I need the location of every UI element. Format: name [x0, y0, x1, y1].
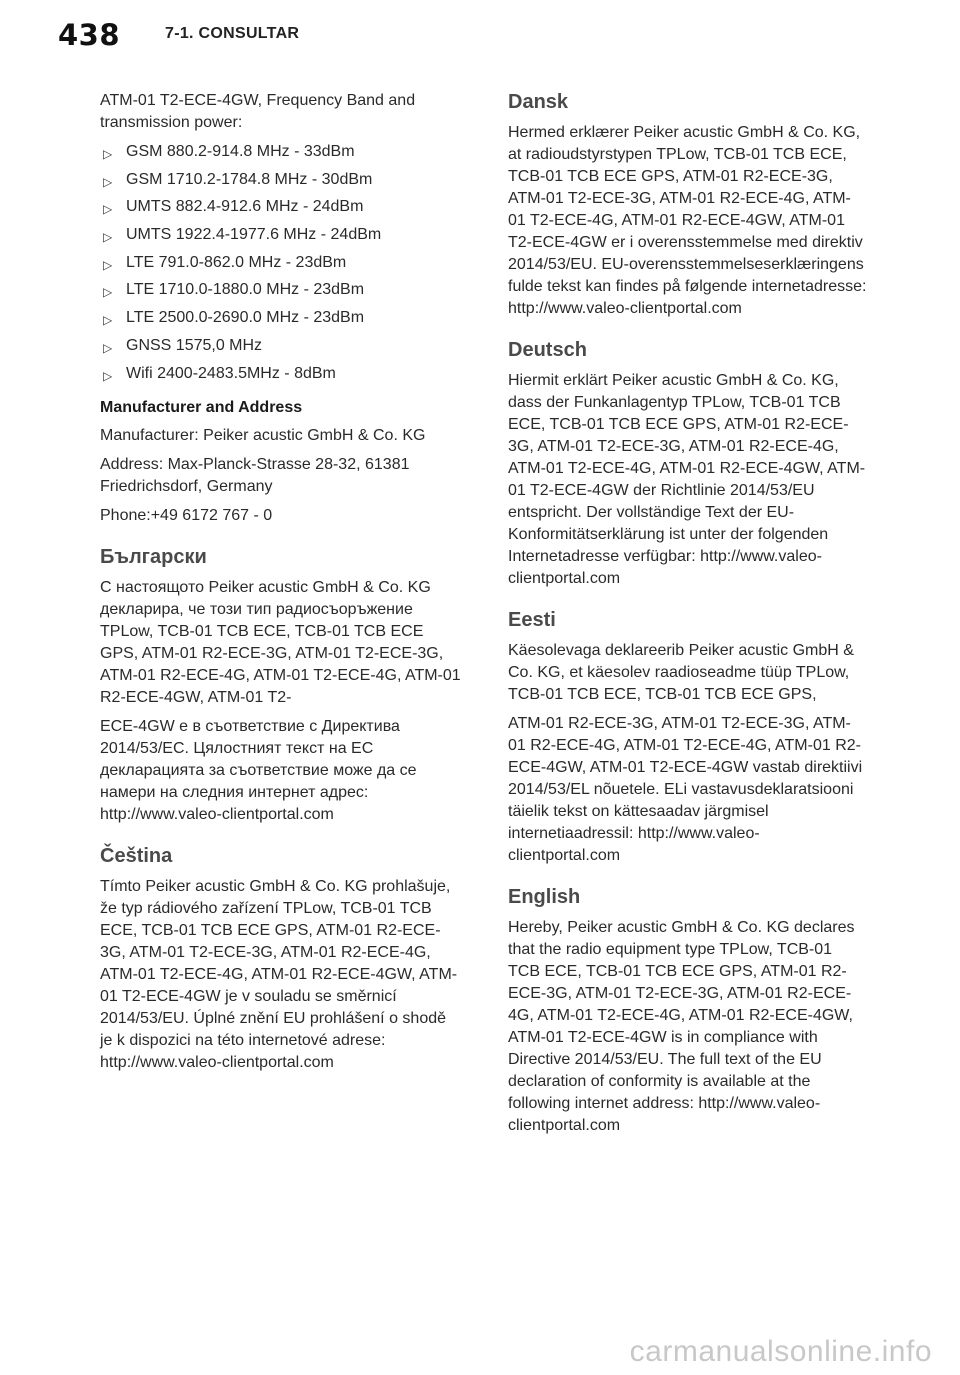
list-item: ▷ Wifi 2400-2483.5MHz - 8dBm	[100, 363, 462, 385]
list-item: ▷ LTE 2500.0-2690.0 MHz - 23dBm	[100, 307, 462, 329]
triangle-bullet-icon: ▷	[103, 202, 113, 217]
czech-paragraph: Tímto Peiker acustic GmbH & Co. KG prohlašuje, že typ rádiového zařízení TPLow, TCB-01 TCB ECE, TCB-01 TCB ECE GPS, ATM-01 R2-ECE-3G, ATM-01 T2-ECE-3G, ATM-01 R2-ECE-4G, ATM-01 T2-ECE-4G, ATM-01 R2-ECE-4GW, ATM-01 T2-ECE-4GW je v souladu se směrnicí 2014/53/EU. Úplné znění EU prohlášení o shodě je k dispozici na této internetové adrese: http://www.valeo-clientportal.com	[100, 877, 458, 1071]
triangle-bullet-icon: ▷	[103, 174, 113, 189]
estonian-paragraph-1: Käesolevaga deklareerib Peiker acustic GmbH & Co. KG, et käesolev raadioseadme tüüp TPLow, TCB-01 TCB ECE, TCB-01 TCB ECE GPS,	[508, 642, 854, 703]
german-paragraph: Hiermit erklärt Peiker acustic GmbH & Co. KG, dass der Funkanlagentyp TPLow, TCB-01 TCB ECE, TCB-01 TCB ECE GPS, ATM-01 R2-ECE-3G, ATM-01 T2-ECE-3G, ATM-01 R2-ECE-4G, ATM-01 T2-ECE-4G, ATM-01 R2-ECE-4GW, ATM-01 T2-ECE-4GW der Richtlinie 2014/53/EU entspricht. Der vollständige Text der EU-Konformitätserklärung ist unter der folgenden Internetadresse verfügbar: http://www.valeo-clientportal.com	[508, 372, 866, 587]
list-item: ▷ GNSS 1575,0 MHz	[100, 335, 462, 357]
triangle-bullet-icon: ▷	[103, 285, 113, 300]
estonian-paragraph-2: ATM-01 R2-ECE-3G, ATM-01 T2-ECE-3G, ATM-01 R2-ECE-4G, ATM-01 T2-ECE-4G, ATM-01 R2-ECE-4GW, ATM-01 T2-ECE-4GW vastab direktiivi 2014/53/EL nõuetele. ELi vastavusdeklaratsiooni täielik tekst on kättesaadav järgmisel internetiaadressil: http://www.valeo-clientportal.com	[508, 715, 863, 864]
bulgarian-heading: Български	[100, 545, 207, 568]
danish-heading: Dansk	[508, 91, 569, 113]
watermark: carmanualsonline.info	[629, 1335, 932, 1368]
chapter-title: 7-1. CONSULTAR	[165, 25, 300, 42]
list-item: ▷ LTE 1710.0-1880.0 MHz - 23dBm	[100, 279, 462, 301]
triangle-bullet-icon: ▷	[103, 368, 113, 383]
triangle-bullet-icon: ▷	[103, 257, 113, 272]
phone-text: Phone:+49 6172 767 - 0	[100, 506, 273, 524]
bulgarian-paragraph-1: С настоящото Peiker acustic GmbH & Co. KG декларира, че този тип радиосъоръжение TPLow, TCB-01 TCB ECE, TCB-01 TCB ECE GPS, ATM-01 R2-ECE-3G, ATM-01 T2-ECE-3G, ATM-01 R2-ECE-4G, ATM-01 T2-ECE-4G, ATM-01 R2-ECE-4GW, ATM-01 T2-	[100, 578, 461, 706]
triangle-bullet-icon: ▷	[103, 340, 113, 355]
list-item: ▷ GSM 1710.2-1784.8 MHz - 30dBm	[100, 169, 462, 191]
list-item: ▷ UMTS 882.4-912.6 MHz - 24dBm	[100, 196, 462, 218]
list-item: ▷ GSM 880.2-914.8 MHz - 33dBm	[100, 141, 462, 163]
czech-heading: Čeština	[100, 844, 173, 867]
right-column	[508, 90, 868, 1144]
page-number: 438	[58, 18, 121, 52]
list-item: ▷ LTE 791.0-862.0 MHz - 23dBm	[100, 252, 462, 274]
manufacturer-text: Manufacturer: Peiker acustic GmbH & Co. KG	[100, 426, 426, 444]
danish-paragraph: Hermed erklærer Peiker acustic GmbH & Co. KG, at radioudstyrstypen TPLow, TCB-01 TCB ECE, TCB-01 TCB ECE GPS, ATM-01 R2-ECE-3G, ATM-01 T2-ECE-3G, ATM-01 R2-ECE-4G, ATM-01 T2-ECE-4G, ATM-01 R2-ECE-4GW, ATM-01 T2-ECE-4GW er i overensstemmelse med direktiv 2014/53/EU. EU-overensstemmelseserklæringens fulde tekst kan findes på følgende internetadresse: http://www.valeo-clientportal.com	[508, 124, 867, 317]
bulgarian-paragraph-2: ECE-4GW е в съответствие с Директива 2014/53/ЕС. Цялостният текст на ЕС декларацията за съответствие може да се намери на следния интернет адрес: http://www.valeo-clientportal.com	[100, 717, 417, 823]
manufacturer-heading: Manufacturer and Address	[100, 398, 303, 416]
triangle-bullet-icon: ▷	[103, 230, 113, 245]
page-header	[0, 0, 960, 80]
frequency-list	[100, 141, 462, 385]
german-heading: Deutsch	[508, 339, 587, 361]
english-paragraph: Hereby, Peiker acustic GmbH & Co. KG declares that the radio equipment type TPLow, TCB-01 TCB ECE, TCB-01 TCB ECE GPS, ATM-01 R2-ECE-3G, ATM-01 T2-ECE-3G, ATM-01 R2-ECE-4G, ATM-01 T2-ECE-4G, ATM-01 R2-ECE-4GW, ATM-01 T2-ECE-4GW is in compliance with Directive 2014/53/EU. The full text of the EU declaration of conformity is available at the following internet address: http://www.valeo-clientportal.com	[508, 919, 855, 1134]
list-item: ▷ UMTS 1922.4-1977.6 MHz - 24dBm	[100, 224, 462, 246]
frequency-intro: ATM-01 T2-ECE-4GW, Frequency Band and transmission power:	[100, 92, 416, 131]
estonian-heading: Eesti	[508, 609, 556, 631]
left-column	[100, 90, 462, 1081]
triangle-bullet-icon: ▷	[103, 313, 113, 328]
english-heading: English	[508, 886, 581, 908]
address-text: Address: Max-Planck-Strasse 28-32, 61381 Friedrichsdorf, Germany	[100, 455, 410, 495]
triangle-bullet-icon: ▷	[103, 147, 113, 161]
